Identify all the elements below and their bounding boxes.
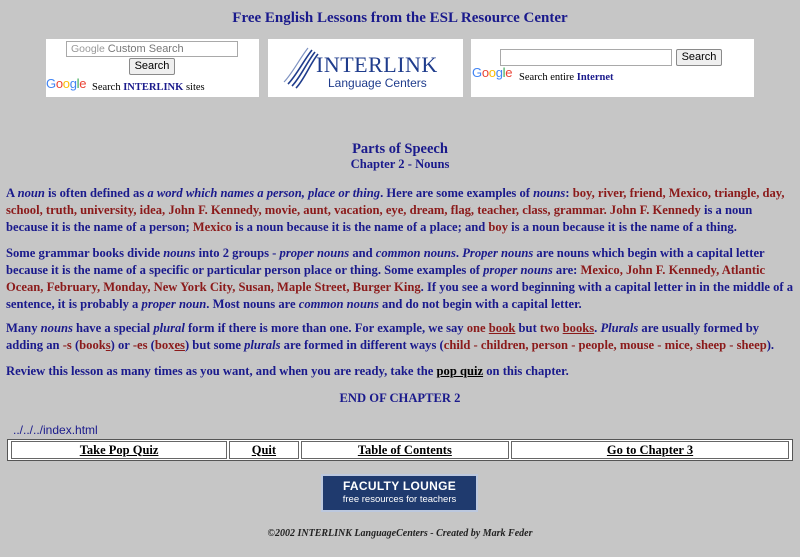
chapter-nav-bar: [7, 439, 793, 461]
interlink-logo: [282, 44, 452, 92]
pop-quiz-link[interactable]: pop quiz: [436, 364, 484, 378]
page-header-title: Free English Lessons from the ESL Resource Center: [232, 10, 568, 26]
faculty-lounge-title: FACULTY LOUNGE: [342, 479, 457, 493]
lesson-paragraph-1: A noun is often defined as a word which names a person, place or thing. Here are some examples of nouns: boy, river, friend, Mexico, triangle, day, school, truth, university, idea, John F. Kennedy, movie, aunt, vacation, eye, dream, flag, teacher, class, grammar. John F. Kennedy is a noun because it is the name of a person; Mexico is a noun because it is the name of a place; and boy is a noun because it is the name of a thing.: [6, 186, 785, 234]
site-search-button[interactable]: Search: [129, 58, 175, 75]
internet-search-panel: [471, 39, 754, 97]
table-of-contents-link[interactable]: Table of Contents: [357, 442, 452, 457]
nav-cell-table-of-contents: [301, 441, 509, 459]
internet-search-input[interactable]: [500, 49, 672, 66]
nav-cell-take-pop-quiz: [11, 441, 227, 459]
example-word-book: book: [488, 321, 516, 335]
lesson-paragraph-4: Review this lesson as many times as you want, and when you are ready, take the pop quiz on this chapter.: [6, 364, 569, 378]
quit-link[interactable]: Quit: [251, 442, 277, 457]
end-of-chapter: END OF CHAPTER 2: [339, 391, 461, 405]
lesson-subtitle: Chapter 2 - Nouns: [350, 157, 450, 171]
google-logo: Google: [46, 76, 87, 91]
lesson-paragraph-3: Many nouns have a special plural form if there is more than one. For example, we say one book but two books. Plurals are usually formed by adding an -s (books) or -es (boxes) but some plurals are formed in different ways (child - children, person - people, mouse - mice, sheep - sheep).: [6, 321, 775, 352]
logo-name: INTERLINK: [316, 52, 438, 77]
example-word-books: books: [562, 321, 595, 335]
faculty-lounge-subtitle: free resources for teachers: [342, 494, 457, 505]
example-suffix-es: es: [174, 338, 185, 352]
google-logo: Google: [472, 65, 513, 80]
index-path-link[interactable]: ../../../index.html: [13, 423, 98, 437]
nav-cell-next-chapter: [511, 441, 789, 459]
site-search-input[interactable]: Google Custom Search: [66, 41, 238, 57]
take-pop-quiz-link[interactable]: Take Pop Quiz: [79, 442, 159, 457]
internet-search-caption: Search entire Internet: [519, 72, 614, 83]
copyright-notice: ©2002 INTERLINK LanguageCenters - Created by Mark Feder: [267, 528, 533, 539]
site-search-caption: Search INTERLINK sites: [92, 82, 205, 93]
interlink-logo-panel[interactable]: [268, 39, 463, 97]
faculty-lounge-banner[interactable]: [321, 474, 478, 512]
site-search-panel: [46, 39, 259, 97]
logo-subtitle: Language Centers: [328, 76, 427, 90]
internet-search-button[interactable]: Search: [676, 49, 722, 66]
example-suffix-s: s: [105, 338, 111, 352]
site-search-placeholder: Custom Search: [107, 43, 184, 55]
go-to-chapter-3-link[interactable]: Go to Chapter 3: [606, 442, 694, 457]
lesson-paragraph-2: Some grammar books divide nouns into 2 groups - proper nouns and common nouns. Proper nouns are nouns which begin with a capital letter because it is the name of a specific or particular person place or thing. Some examples of proper nouns are: Mexico, John F. Kennedy, Atlantic Ocean, February, Monday, New York City, Susan, Maple Street, Burger King. If you see a word beginning with a capital letter in in the middle of a sentence, it is probably a proper noun. Most nouns are common nouns and do not begin with a capital letter.: [6, 246, 794, 311]
lesson-title: Parts of Speech: [352, 141, 448, 157]
nav-cell-quit: [229, 441, 298, 459]
